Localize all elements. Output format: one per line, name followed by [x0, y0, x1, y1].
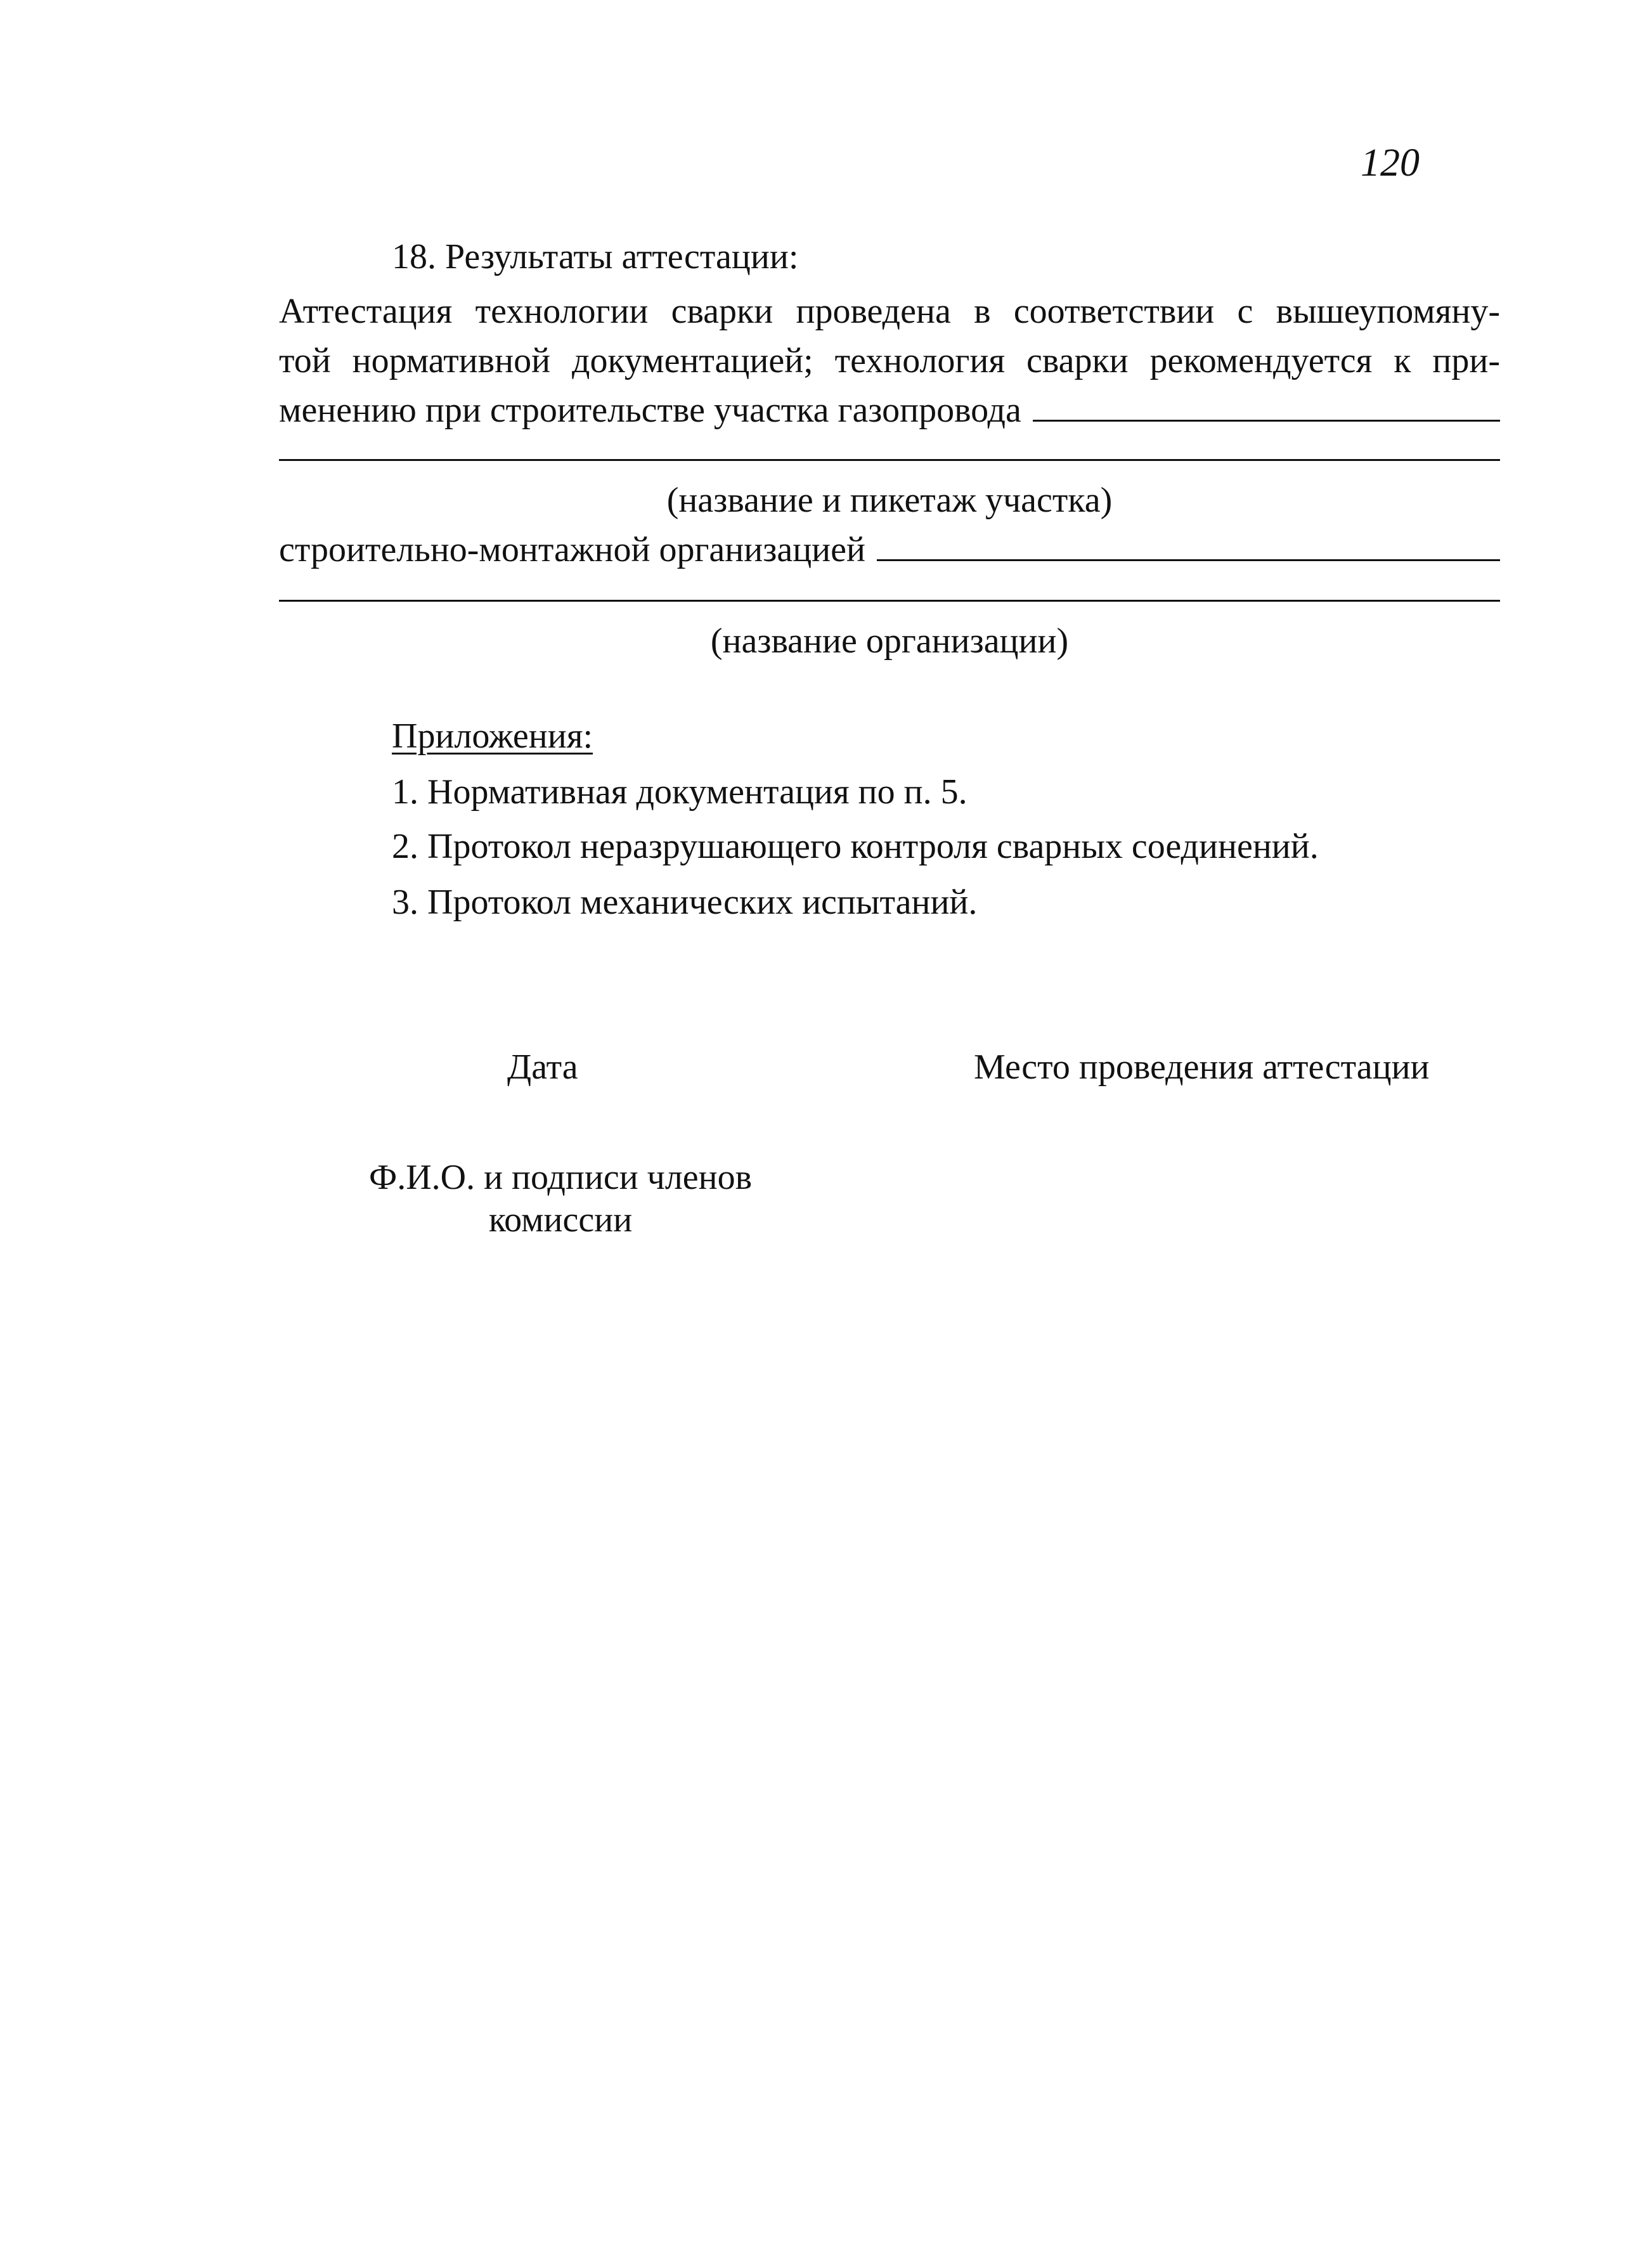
- organization-blank-line: [279, 600, 1500, 602]
- pipeline-section-caption: (название и пикетаж участка): [666, 481, 1113, 520]
- organization-text: строительно-монтажной организацией: [279, 530, 865, 569]
- commission-signatures-line2: комиссии: [488, 1200, 633, 1240]
- attestation-place-label: Место проведения аттестации: [974, 1047, 1430, 1087]
- appendix-item: 3. Протокол механических испытаний.: [392, 883, 978, 922]
- date-label: Дата: [507, 1047, 578, 1087]
- appendix-item: 1. Нормативная документация по п. 5.: [392, 772, 967, 812]
- page-number: 120: [1361, 141, 1420, 185]
- pipeline-section-blank: [1033, 388, 1500, 422]
- organization-caption: (название организации): [710, 621, 1069, 661]
- commission-signatures-label: [339, 1157, 782, 1241]
- pipeline-section-text: менению при строительстве участка газопровода: [279, 391, 1021, 430]
- appendices-heading: Приложения:: [392, 716, 593, 756]
- appendix-item: 2. Протокол неразрушающего контроля сварных соединений.: [392, 827, 1319, 866]
- pipeline-section-blank-line: [279, 459, 1500, 461]
- organization-blank: [877, 528, 1500, 561]
- commission-signatures-line1: Ф.И.О. и подписи членов: [368, 1158, 753, 1197]
- section-heading: 18. Результаты аттестации:: [392, 237, 799, 276]
- organization-line: [279, 528, 1500, 571]
- paragraph-line: той нормативной документацией; технология сварки рекомендуется к при-: [279, 341, 1500, 380]
- paragraph-line: Аттестация технологии сварки проведена в соответствии с вышеупомяну-: [279, 292, 1500, 331]
- pipeline-section-line: [279, 388, 1500, 432]
